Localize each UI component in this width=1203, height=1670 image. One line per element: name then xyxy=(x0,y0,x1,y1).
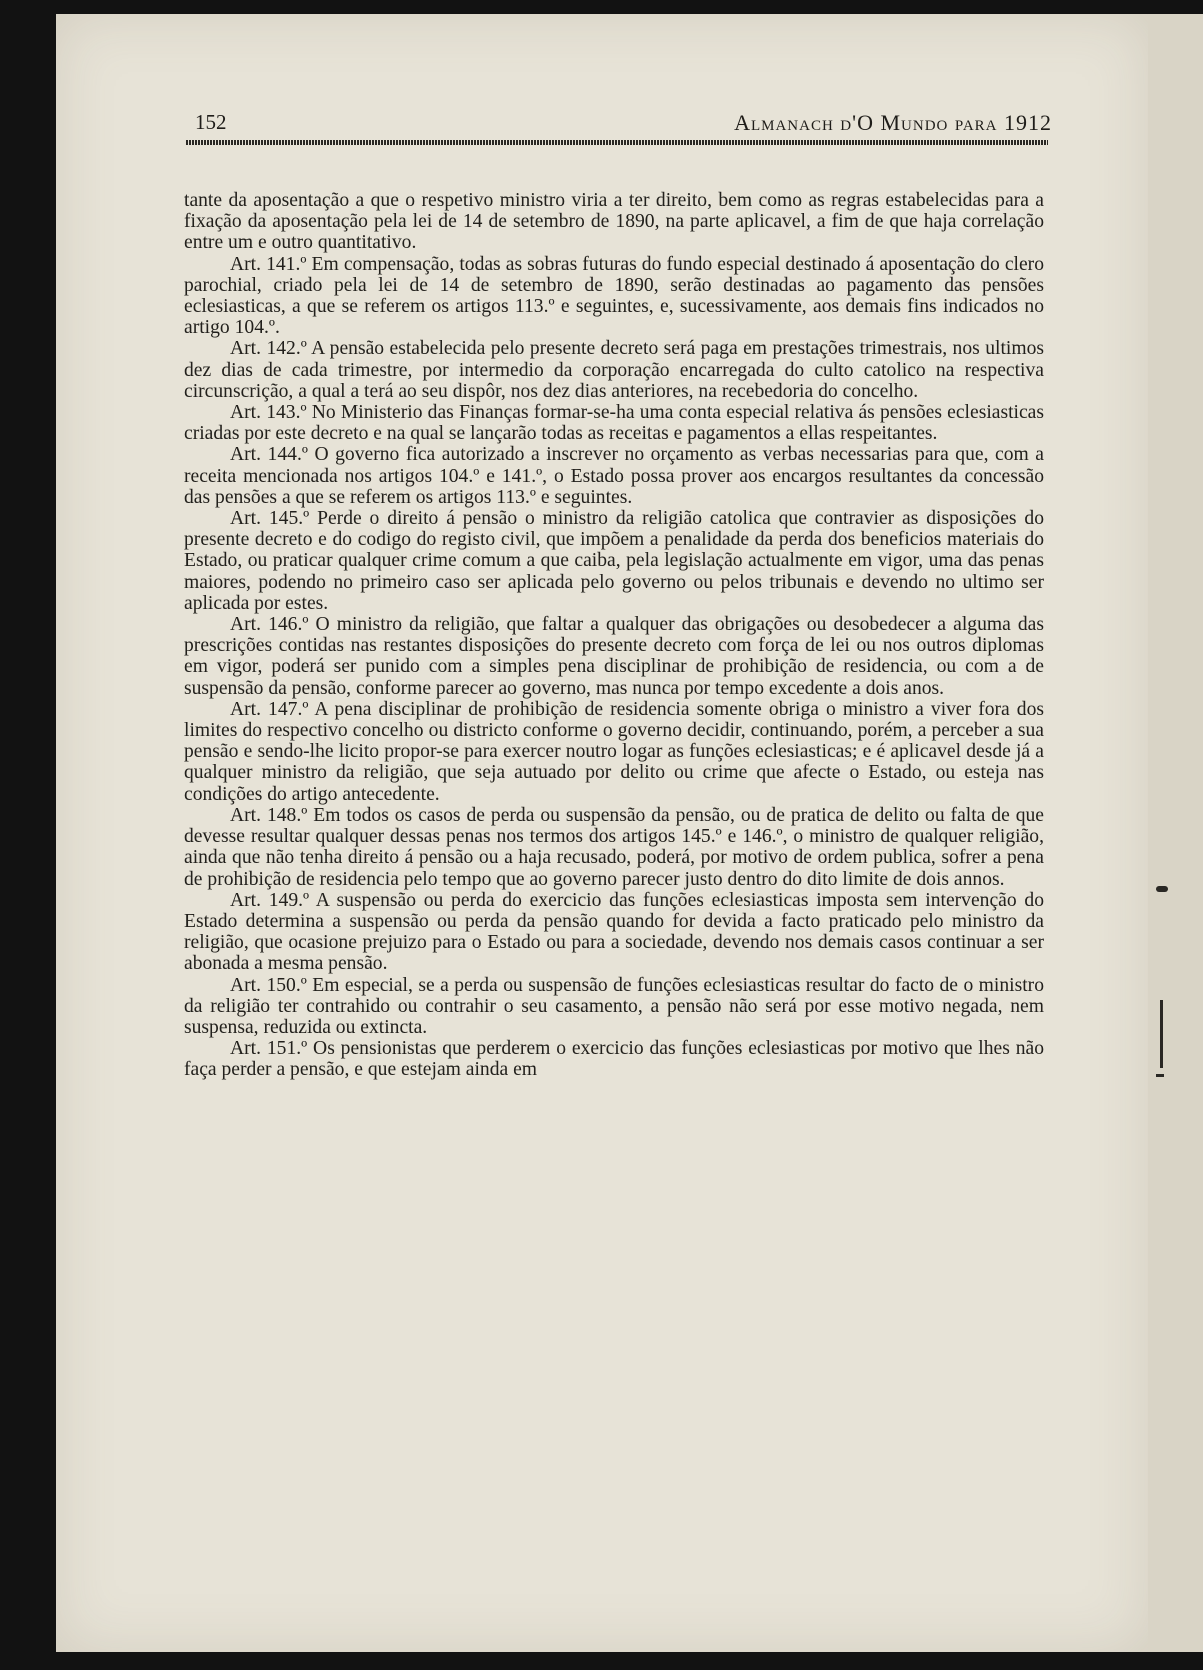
paragraph-art-144: Art. 144.º O governo fica autorizado a inscrever no orçamento as verbas necessarias para que, com a receita mencionada nos artigos 104.º e 141.º, o Estado possa prover aos encargos resultantes da concessão das pensões a que se referem os artigos 113.º e seguintes. xyxy=(184,444,1044,508)
paragraph-art-142: Art. 142.º A pensão estabelecida pelo presente decreto será paga em prestações trimestrais, nos ultimos dez dias de cada trimestre, por intermedio da corporação encarregada do culto catolico na respectiva circunscrição, a qual a terá ao seu dispôr, nos dez dias anteriores, na recebedoria do concelho. xyxy=(184,338,1044,402)
paragraph-art-143: Art. 143.º No Ministerio das Finanças formar-se-ha uma conta especial relativa ás pensões eclesiasticas criadas por este decreto e na qual se lançarão todas as receitas e pagamentos a ellas respeitantes. xyxy=(184,402,1044,445)
paragraph-art-149: Art. 149.º A suspensão ou perda do exercicio das funções eclesiasticas imposta sem intervenção do Estado determina a suspensão ou perda da pensão quando for devida a facto praticado pelo ministro da religião, que ocasione prejuizo para o Estado ou para a sociedade, devendo nos demais casos continuar a ser abonada a mesma pensão. xyxy=(184,889,1044,975)
article-text xyxy=(184,190,1044,1081)
paragraph-art-141: Art. 141.º Em compensação, todas as sobras futuras do fundo especial destinado á aposentação do clero parochial, criado pela lei de 14 de setembro de 1890, serão destinadas ao pagamento das pensões eclesiasticas, a que se referem os artigos 113.º e seguintes, e, sucessivamente, aos demais fins indicados no artigo 104.º. xyxy=(184,253,1044,339)
paragraph-art-146: Art. 146.º O ministro da religião, que faltar a qualquer das obrigações ou desobedecer a alguma das prescrições contidas nas restantes disposições do presente decreto com força de lei ou nos outros diplomas em vigor, poderá ser punido com a simples pena disciplinar de prohibição de residencia, ou com a de suspensão da pensão, conforme parecer ao governo, mas nunca por tempo excedente a dois anos. xyxy=(184,614,1044,699)
header-rule xyxy=(186,140,1048,145)
page-number: 152 xyxy=(195,110,227,134)
paragraph-continuation: tante da aposentação a que o respetivo ministro viria a ter direito, bem como as regras estabelecidas para a fixação da aposentação pela lei de 14 de setembro de 1890, na parte aplicavel, a fim de que haja correlação entre um e outro quantitativo. xyxy=(184,190,1044,254)
paragraph-art-147: Art. 147.º A pena disciplinar de prohibição de residencia somente obriga o ministro a viver fora dos limites do respectivo concelho ou districto conforme o governo decidir, continuando, porém, a perceber a sua pensão e sendo-lhe licito propor-se para exercer noutro logar as funções eclesiasticas; e é aplicavel desde já a qualquer ministro da religião, que seja autuado por delito ou crime que afecte o Estado, ou esteja nas condições do artigo antecedente. xyxy=(184,698,1044,805)
running-title: Almanach d'O Mundo para 1912 xyxy=(734,110,1052,135)
page-header xyxy=(140,110,1052,140)
paragraph-art-151: Art. 151.º Os pensionistas que perderem o exercicio das funções eclesiasticas por motivo que lhes não faça perder a pensão, e que estejam ainda em xyxy=(184,1038,1044,1081)
paragraph-art-150: Art. 150.º Em especial, se a perda ou suspensão de funções eclesiasticas resultar do facto de o ministro da religião ter contrahido ou contrahir o seu casamento, a pensão não será por esse motivo negada, nem suspensa, reduzida ou extincta. xyxy=(184,974,1044,1038)
paragraph-art-148: Art. 148.º Em todos os casos de perda ou suspensão da pensão, ou de pratica de delito ou falta de que devesse resultar qualquer dessas penas nos termos dos artigos 145.º e 146.º, o ministro de qualquer religião, ainda que não tenha direito á pensão ou a haja recusado, poderá, por motivo de ordem publica, sofrer a pena de prohibição de residencia pelo tempo que ao governo parecer justo dentro do dito limite de dois annos. xyxy=(184,804,1044,890)
margin-ink-mark xyxy=(1156,886,1168,892)
paragraph-art-145: Art. 145.º Perde o direito á pensão o ministro da religião catolica que contravier as disposições do presente decreto e do codigo do registo civil, que impõem a penalidade da perda dos beneficios materiais do Estado, ou praticar qualquer crime comum a que caiba, pela legislação actualmente em vigor, uma das penas maiores, podendo no primeiro caso ser aplicada pelo governo ou pelos tribunais e devendo no ultimo ser aplicada por estes. xyxy=(184,508,1044,614)
margin-ink-tick xyxy=(1156,1074,1164,1077)
margin-ink-line xyxy=(1160,1000,1163,1068)
facing-page-edge xyxy=(1148,14,1203,1652)
